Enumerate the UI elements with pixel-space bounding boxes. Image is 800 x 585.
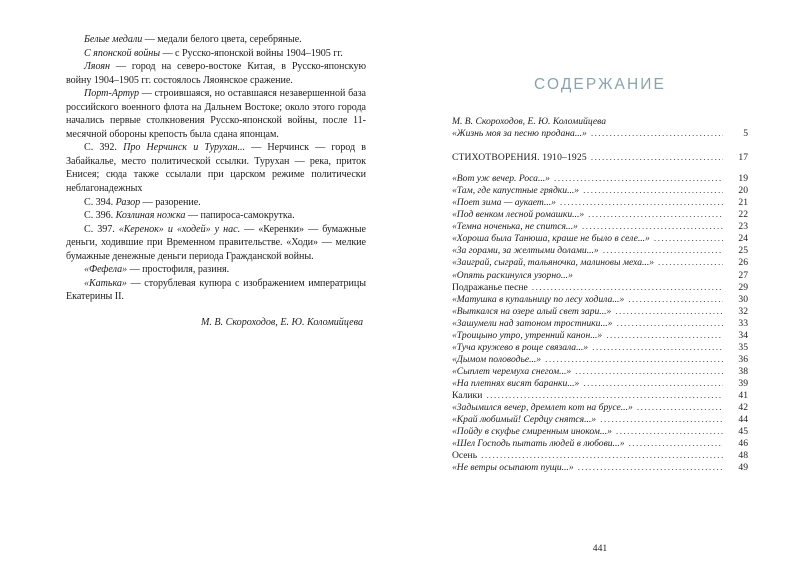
toc-entry-page-number: 27 xyxy=(738,269,748,281)
toc-entry-page-number: 17 xyxy=(738,152,748,164)
commentary-page-ref: С. 397. xyxy=(84,223,119,235)
commentary-paragraph-list xyxy=(66,33,366,304)
toc-entry[interactable] xyxy=(452,318,748,330)
toc-entry-page-number: 35 xyxy=(738,341,748,353)
toc-entry-page-number: 48 xyxy=(738,450,748,462)
commentary-paragraph xyxy=(66,263,366,277)
commentary-headword: Про Нерчинск и Турухан... xyxy=(123,142,245,154)
toc-entry-title: «За горами, за желтыми долами...» xyxy=(452,245,599,257)
toc-entry[interactable] xyxy=(452,257,748,269)
toc-entry-list xyxy=(452,128,748,474)
commentary-paragraph xyxy=(66,141,366,195)
toc-entry-title: «Темна ноченька, не спится...» xyxy=(452,221,578,233)
commentary-headword: «Фефела» xyxy=(84,264,128,276)
commentary-definition: — город на северо-востоке Китая, в Русско-японскую войну 1904–1905 гг. состоялось Ляоянское сражение. xyxy=(66,61,366,86)
toc-entry-page-number: 25 xyxy=(738,245,748,257)
toc-entry-title: «Край любимый! Сердцу снятся...» xyxy=(452,414,597,426)
commentary-definition: — папироса-самокрутка. xyxy=(185,210,295,222)
toc-entry[interactable] xyxy=(452,414,748,426)
commentary-paragraph xyxy=(66,209,366,223)
toc-entry-title: «Поет зима — аукает...» xyxy=(452,197,556,209)
toc-entry[interactable] xyxy=(452,378,748,390)
commentary-text-block xyxy=(66,33,366,329)
toc-dot-leader xyxy=(486,397,723,398)
toc-entry[interactable] xyxy=(452,294,748,306)
toc-entry-page-number: 38 xyxy=(738,365,748,377)
toc-entry-title: Осень xyxy=(452,450,478,462)
commentary-headword: Козлиная ножка xyxy=(115,210,186,222)
toc-dot-leader xyxy=(481,457,723,458)
commentary-definition: — Нерчинск — город в Забайкалье, место политической ссылки. Турухан — река, приток Енисея; сюда также ссылали при царском режиме политически неблагонадежных xyxy=(66,142,366,195)
toc-dot-leader xyxy=(583,385,723,386)
toc-entry[interactable] xyxy=(452,270,748,282)
toc-dot-leader xyxy=(588,216,723,217)
toc-entry-page-number: 36 xyxy=(738,353,748,365)
toc-dot-leader xyxy=(637,409,723,410)
toc-entry-title: «Вот уж вечер. Роса...» xyxy=(452,173,550,185)
toc-entry[interactable] xyxy=(452,185,748,197)
commentary-paragraph xyxy=(66,223,366,264)
commentary-definition: — медали белого цвета, серебряные. xyxy=(142,34,302,45)
toc-entry[interactable] xyxy=(452,245,748,257)
toc-dot-leader xyxy=(575,373,723,374)
commentary-paragraph xyxy=(66,87,366,141)
toc-dot-leader xyxy=(582,228,723,229)
toc-dot-leader xyxy=(600,421,723,422)
toc-dot-leader xyxy=(591,135,723,136)
commentary-definition: — с Русско-японской войны 1904–1905 гг. xyxy=(160,47,343,59)
toc-entry-page-number: 29 xyxy=(738,281,748,293)
toc-entry-page-number: 24 xyxy=(738,233,748,245)
page-folio-number: 441 xyxy=(592,543,608,554)
toc-entry[interactable] xyxy=(452,233,748,245)
toc-entry[interactable] xyxy=(452,197,748,209)
toc-entry-title: «Туча кружево в роще связала...» xyxy=(452,341,589,353)
toc-entry-title: «Пойду в скуфье смиренным иноком...» xyxy=(452,426,612,438)
toc-entry-page-number: 5 xyxy=(743,128,748,140)
toc-entry-title: «Под венком лесной ромашки...» xyxy=(452,209,585,221)
toc-dot-leader xyxy=(592,349,723,350)
toc-entry-title: «Заиграй, сыграй, тальяночка, малиновы меха...» xyxy=(452,257,655,269)
toc-author-line: М. В. Скороходов, Е. Ю. Коломийцева xyxy=(452,116,607,127)
toc-dot-leader xyxy=(616,433,723,434)
toc-entry-title: СТИХОТВОРЕНИЯ. 1910–1925 xyxy=(452,152,587,164)
toc-entry-page-number: 23 xyxy=(738,221,748,233)
toc-dot-leader xyxy=(532,289,723,290)
commentary-paragraph xyxy=(66,33,366,47)
toc-entry[interactable] xyxy=(452,366,748,378)
toc-entry[interactable] xyxy=(452,209,748,221)
toc-entry-page-number: 19 xyxy=(738,173,748,185)
toc-section-gap xyxy=(452,164,748,173)
toc-entry-page-number: 34 xyxy=(738,329,748,341)
toc-entry-page-number: 39 xyxy=(738,377,748,389)
commentary-signature: М. В. Скороходов, Е. Ю. Коломийцева xyxy=(200,316,363,328)
commentary-page-ref: С. 396. xyxy=(84,210,116,222)
toc-entry[interactable] xyxy=(452,462,748,474)
commentary-paragraph xyxy=(66,60,366,87)
toc-dot-leader xyxy=(658,264,723,265)
toc-dot-leader xyxy=(615,313,723,314)
toc-dot-leader xyxy=(577,277,723,278)
toc-entry[interactable] xyxy=(452,221,748,233)
toc-entry-page-number: 32 xyxy=(738,305,748,317)
toc-entry-page-number: 44 xyxy=(738,414,748,426)
toc-dot-leader xyxy=(654,240,723,241)
toc-dot-leader xyxy=(560,204,723,205)
toc-dot-leader xyxy=(578,469,723,470)
toc-entry-title: «Опять раскинулся узорно...» xyxy=(452,269,573,281)
commentary-page-ref: С. 392. xyxy=(84,142,124,154)
toc-entry-page-number: 33 xyxy=(738,317,748,329)
toc-entry-page-number: 22 xyxy=(738,209,748,221)
toc-entry[interactable] xyxy=(452,282,748,294)
toc-dot-leader xyxy=(603,252,723,253)
toc-entry-page-number: 30 xyxy=(738,293,748,305)
toc-entry-title: «Зашумели над затоном тростники...» xyxy=(452,317,613,329)
toc-dot-leader xyxy=(545,361,723,362)
toc-entry[interactable] xyxy=(452,354,748,366)
toc-dot-leader xyxy=(583,192,723,193)
toc-entry-page-number: 26 xyxy=(738,257,748,269)
toc-dot-leader xyxy=(591,159,723,160)
commentary-definition: — «Керенки» — бумажные деньги, ходившие при Временном правительстве. «Ходи» — мелкие бумажные денежные деньги периода Гражданской войны. xyxy=(66,223,366,262)
toc-entry[interactable] xyxy=(452,128,748,140)
commentary-headword: Белые медали xyxy=(84,34,143,45)
toc-dot-leader xyxy=(629,445,723,446)
toc-entry-page-number: 46 xyxy=(738,438,748,450)
commentary-headword: «Катька» xyxy=(84,277,127,289)
commentary-definition: — строившаяся, но оставшаяся незавершенной база российского военного флота на Дальнем Востоке; около этого города начались первые столкновения Русско-японской войны, после 11-месячной обороны крепость была сдана японцам. xyxy=(66,88,366,140)
toc-list xyxy=(452,116,748,474)
toc-entry-page-number: 41 xyxy=(738,389,748,401)
toc-entry[interactable] xyxy=(452,342,748,354)
toc-entry-title: Калики xyxy=(452,389,483,401)
toc-entry[interactable] xyxy=(452,173,748,185)
toc-entry-title: «Задымился вечер, дремлет кот на брусе...» xyxy=(452,402,633,414)
toc-entry[interactable] xyxy=(452,426,748,438)
toc-entry-title: «Не ветры осыпают пущи...» xyxy=(452,462,574,474)
toc-entry[interactable] xyxy=(452,390,748,402)
toc-entry-title: «Троицыно утро, утренний канон...» xyxy=(452,329,603,341)
toc-entry-title: «Дымом половодье...» xyxy=(452,353,542,365)
toc-entry-page-number: 42 xyxy=(738,402,748,414)
toc-entry[interactable] xyxy=(452,438,748,450)
commentary-definition: — разорение. xyxy=(140,196,201,208)
toc-section-gap xyxy=(452,140,748,152)
commentary-headword: С японской войны xyxy=(84,47,161,59)
toc-heading: СОДЕРЖАНИЕ xyxy=(534,76,666,93)
commentary-definition: — простофиля, разиня. xyxy=(127,264,230,276)
toc-entry[interactable] xyxy=(452,402,748,414)
commentary-headword: Порт-Артур xyxy=(84,88,140,100)
toc-entry-title: «На плетнях висят баранки...» xyxy=(452,377,580,389)
commentary-headword: «Керенок» и «ходей» у нас. xyxy=(118,223,241,235)
toc-entry-page-number: 49 xyxy=(738,462,748,474)
toc-entry-page-number: 45 xyxy=(738,426,748,438)
toc-entry-title: «Шел Господь пытать людей в любови...» xyxy=(452,438,625,450)
toc-entry[interactable] xyxy=(452,152,748,164)
commentary-headword: Разор xyxy=(115,196,141,208)
toc-entry-title: «Хороша была Танюша, краше не было в селе...» xyxy=(452,233,650,245)
toc-entry-title: «Жизнь моя за песню продана...» xyxy=(452,128,587,140)
toc-dot-leader xyxy=(616,325,723,326)
commentary-page-ref: С. 394. xyxy=(84,196,116,208)
commentary-headword: Ляоян xyxy=(84,61,110,73)
toc-entry[interactable] xyxy=(452,306,748,318)
toc-dot-leader xyxy=(628,301,723,302)
toc-entry-title: «Сыплет черемуха снегом...» xyxy=(452,365,572,377)
toc-entry-title: «Выткался на озере алый свет зари...» xyxy=(452,305,612,317)
commentary-definition: — сторублевая купюра с изображением императрицы Екатерины II. xyxy=(66,277,366,303)
toc-entry[interactable] xyxy=(452,450,748,462)
right-page xyxy=(400,0,800,585)
commentary-paragraph xyxy=(66,277,366,304)
toc-entry-title: Подражанье песне xyxy=(452,281,528,293)
commentary-paragraph xyxy=(66,196,366,210)
toc-entry-title: «Там, где капустные грядки...» xyxy=(452,185,580,197)
toc-entry[interactable] xyxy=(452,330,748,342)
toc-dot-leader xyxy=(554,180,723,181)
toc-entry-title: «Матушка в купальницу по лесу ходила...» xyxy=(452,293,625,305)
toc-entry-page-number: 20 xyxy=(738,185,748,197)
toc-entry-page-number: 21 xyxy=(738,197,748,209)
commentary-paragraph xyxy=(66,47,366,61)
toc-dot-leader xyxy=(606,337,723,338)
